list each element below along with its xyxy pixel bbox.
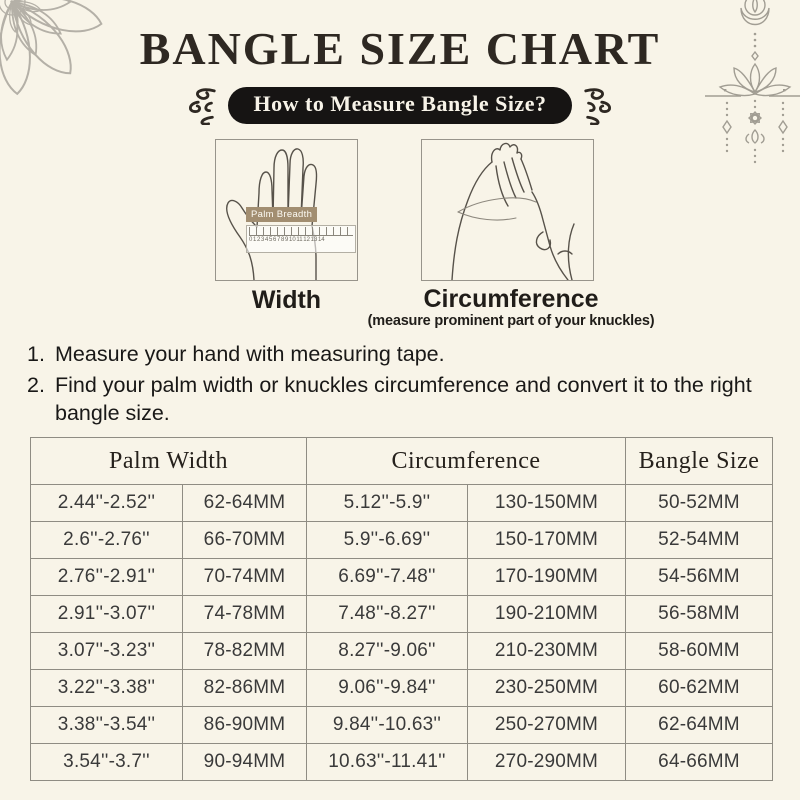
how-to-measure-badge: How to Measure Bangle Size? [228,87,573,124]
table-cell: 190-210MM [468,596,626,633]
table-cell: 3.54''-3.7'' [31,744,183,781]
table-cell: 54-56MM [626,559,773,596]
table-cell: 2.76''-2.91'' [31,559,183,596]
circumference-caption-block [351,286,671,329]
table-cell: 3.07''-3.23'' [31,633,183,670]
bangle-size-header: Bangle Size [626,438,773,485]
curly-flourish-mirrored-icon [582,85,614,125]
width-caption: Width [251,286,322,314]
table-cell: 150-170MM [468,522,626,559]
table-cell: 250-270MM [468,707,626,744]
table-cell: 3.38''-3.54'' [31,707,183,744]
instruction-1-number: 1. [27,342,45,366]
table-cell: 62-64MM [626,707,773,744]
table-cell: 78-82MM [183,633,307,670]
table-cell: 66-70MM [183,522,307,559]
size-table-body [31,485,773,781]
table-row [31,707,773,744]
page-title: BANGLE SIZE CHART [139,23,661,74]
table-cell: 170-190MM [468,559,626,596]
width-figure [215,139,358,281]
instruction-2 [27,371,760,427]
curly-flourish-icon [186,85,218,125]
table-cell: 5.9''-6.69'' [307,522,468,559]
table-cell: 2.44''-2.52'' [31,485,183,522]
table-row [31,522,773,559]
table-cell: 74-78MM [183,596,307,633]
circumference-figure [421,139,594,281]
table-cell: 230-250MM [468,670,626,707]
table-cell: 64-66MM [626,744,773,781]
table-cell: 6.69''-7.48'' [307,559,468,596]
badge-row [0,86,800,124]
palm-width-header: Palm Width [31,438,307,485]
instruction-2-text: Find your palm width or knuckles circumference and convert it to the right bangle size. [55,373,752,425]
palm-breadth-label: Palm Breadth [246,207,317,222]
table-row [31,559,773,596]
table-header-row [31,438,773,485]
instructions [27,340,760,430]
table-cell: 2.6''-2.76'' [31,522,183,559]
instruction-1 [27,340,760,368]
table-cell: 62-64MM [183,485,307,522]
ruler-ticks [249,227,353,236]
knuckle-measure-illustration-icon [422,140,593,280]
table-cell: 210-230MM [468,633,626,670]
table-row [31,633,773,670]
table-cell: 82-86MM [183,670,307,707]
circumference-caption: Circumference [423,285,599,313]
table-cell: 56-58MM [626,596,773,633]
table-cell: 10.63''-11.41'' [307,744,468,781]
instruction-2-number: 2. [27,373,45,397]
table-cell: 270-290MM [468,744,626,781]
table-cell: 9.06''-9.84'' [307,670,468,707]
table-cell: 7.48''-8.27'' [307,596,468,633]
table-row [31,596,773,633]
table-cell: 86-90MM [183,707,307,744]
table-cell: 8.27''-9.06'' [307,633,468,670]
table-row [31,670,773,707]
table-cell: 3.22''-3.38'' [31,670,183,707]
table-cell: 70-74MM [183,559,307,596]
table-row [31,744,773,781]
table-cell: 2.91''-3.07'' [31,596,183,633]
table-row [31,485,773,522]
circumference-header: Circumference [307,438,626,485]
table-cell: 58-60MM [626,633,773,670]
table-cell: 50-52MM [626,485,773,522]
table-cell: 52-54MM [626,522,773,559]
table-cell: 9.84''-10.63'' [307,707,468,744]
ruler-numbers: 0 1 2 3 4 5 6 7 8 9 10 11 12 13 14 [249,237,325,243]
instruction-1-text: Measure your hand with measuring tape. [55,342,445,366]
table-cell: 90-94MM [183,744,307,781]
table-cell: 5.12''-5.9'' [307,485,468,522]
circumference-note: (measure prominent part of your knuckles) [367,313,655,329]
bangle-size-table [30,437,773,781]
ruler [246,225,356,253]
table-cell: 130-150MM [468,485,626,522]
table-cell: 60-62MM [626,670,773,707]
